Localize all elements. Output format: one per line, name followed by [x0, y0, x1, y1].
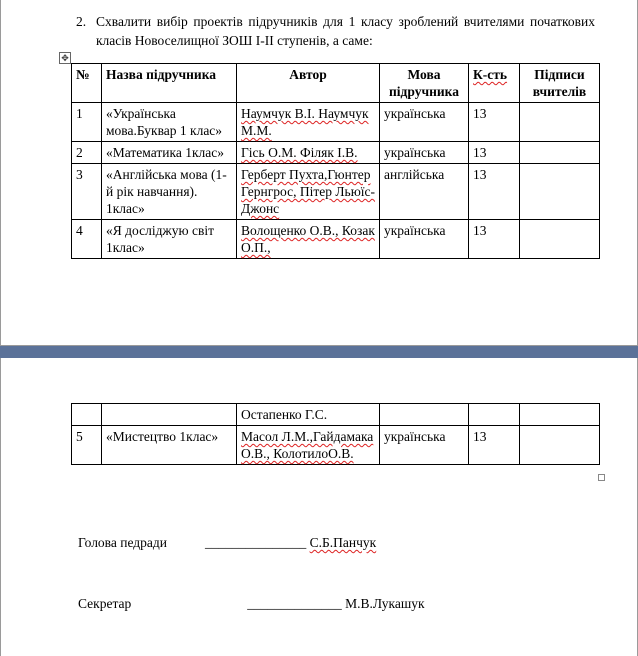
cell-language	[380, 404, 469, 426]
resolution-text: Схвалити вибір проектів підручників для 1 класу зроблений вчителями початкових класів Новоселищної ЗОШ І-ІІ ступенів, а саме:	[96, 14, 595, 48]
list-number: 2.	[76, 14, 87, 29]
header-title: Назва підручника	[102, 64, 237, 103]
cell-language: українська	[380, 220, 469, 259]
cell-number: 5	[72, 426, 102, 465]
cell-quantity: 13	[469, 103, 520, 142]
header-quantity: К-сть	[469, 64, 520, 103]
cell-title	[102, 404, 237, 426]
move-arrows-icon[interactable]: ✥	[59, 52, 71, 64]
header-number: №	[72, 64, 102, 103]
document-page-2	[0, 358, 638, 656]
table-row	[72, 220, 600, 259]
header-signatures: Підписи вчителів	[520, 64, 600, 103]
head-label: Голова педради	[78, 535, 167, 550]
cell-language: українська	[380, 103, 469, 142]
textbooks-table-continued	[71, 403, 600, 465]
cell-title: «Англійська мова (1-й рік навчання). 1клас»	[102, 164, 237, 220]
cell-signature[interactable]	[520, 103, 600, 142]
cell-title: «Мистецтво 1клас»	[102, 426, 237, 465]
cell-signature[interactable]	[520, 426, 600, 465]
table-row	[72, 426, 600, 465]
cell-signature[interactable]	[520, 220, 600, 259]
table-row	[72, 142, 600, 164]
head-signature-blank: _______________	[204, 535, 307, 550]
cell-signature[interactable]	[520, 404, 600, 426]
table-row	[72, 164, 600, 220]
cell-author: Наумчук В.І. Наумчук М.М.	[237, 103, 380, 142]
cell-quantity	[469, 404, 520, 426]
textbooks-table	[71, 63, 600, 259]
cell-language: англійська	[380, 164, 469, 220]
header-language: Мова підручника	[380, 64, 469, 103]
cell-quantity: 13	[469, 142, 520, 164]
cell-title: «Математика 1клас»	[102, 142, 237, 164]
cell-author: Масол Л.М.,Гайдамака О.В., КолотилоО.В.	[237, 426, 380, 465]
cell-number: 1	[72, 103, 102, 142]
cell-number: 3	[72, 164, 102, 220]
secretary-signature-blank: ______________	[247, 596, 342, 611]
cell-title: «Українська мова.Буквар 1 клас»	[102, 103, 237, 142]
cell-author: Волощенко О.В., Козак О.П.,	[237, 220, 380, 259]
head-signature-line	[78, 535, 376, 551]
secretary-name: М.В.Лукашук	[345, 596, 425, 611]
cell-number	[72, 404, 102, 426]
table-row	[72, 103, 600, 142]
cell-author: Остапенко Г.С.	[237, 404, 380, 426]
cell-signature[interactable]	[520, 164, 600, 220]
cell-quantity: 13	[469, 220, 520, 259]
resolution-item-2	[76, 12, 595, 50]
table-row	[72, 404, 600, 426]
cell-language: українська	[380, 426, 469, 465]
header-author: Автор	[237, 64, 380, 103]
secretary-signature-line	[78, 596, 425, 612]
cell-title: «Я досліджую світ 1клас»	[102, 220, 237, 259]
head-name: С.Б.Панчук	[309, 535, 377, 550]
cell-number: 4	[72, 220, 102, 259]
cell-author: Герберт Пухта,Гюнтер Гернгрос, Пітер Льюїс-Джонс	[237, 164, 380, 220]
cell-author: Гісь О.М. Філяк І.В.	[237, 142, 380, 164]
table-resize-handle[interactable]	[598, 474, 605, 481]
cell-signature[interactable]	[520, 142, 600, 164]
cell-quantity: 13	[469, 164, 520, 220]
secretary-label: Секретар	[78, 596, 132, 611]
cell-language: українська	[380, 142, 469, 164]
cell-quantity: 13	[469, 426, 520, 465]
cell-number: 2	[72, 142, 102, 164]
page-separator	[0, 346, 638, 358]
table-header-row	[72, 64, 600, 103]
